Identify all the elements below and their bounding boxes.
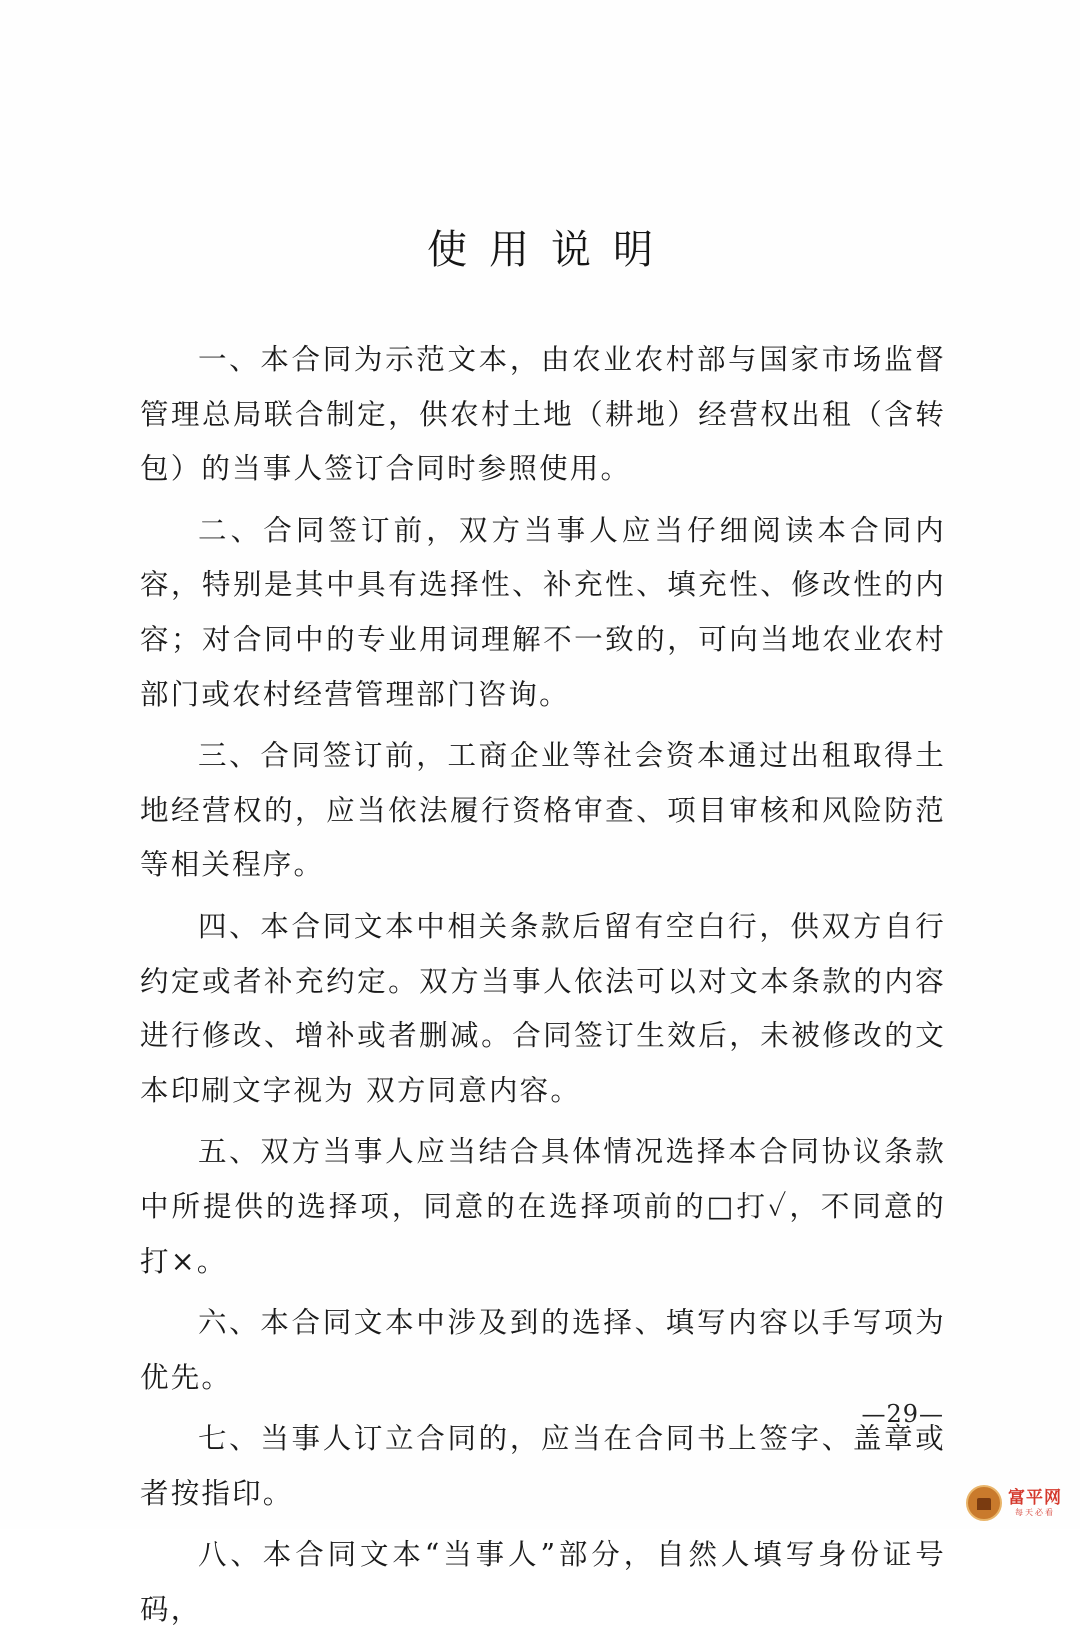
paragraph-3: 三、合同签订前，工商企业等社会资本通过出租取得土地经营权的，应当依法履行资格审查、项目审核和风险防范等相关程序。 bbox=[140, 739, 946, 882]
paragraph-1: 一、本合同为示范文本，由农业农村部与国家市场监督管理总局联合制定，供农村土地（耕地）经营权出租（含转包）的当事人签订合同时参照使用。 bbox=[140, 343, 946, 486]
tower-logo-icon bbox=[966, 1485, 1002, 1521]
page-title: 使用说明 bbox=[427, 227, 675, 273]
page-number: —29— bbox=[861, 1400, 944, 1428]
site-watermark bbox=[966, 1485, 1062, 1521]
watermark-subtitle: 每天必看 bbox=[1015, 1507, 1055, 1517]
watermark-name: 富平网 bbox=[1008, 1487, 1062, 1508]
paragraph-4: 四、本合同文本中相关条款后留有空白行，供双方自行约定或者补充约定。双方当事人依法可以对文本条款的内容进行修改、增补或者删减。合同签订生效后，未被修改的文本印刷文字视为 双方同意内容。 bbox=[140, 909, 946, 1107]
paragraph-8: 八、本合同文本“当事人”部分，自然人填写身份证号码， bbox=[140, 1538, 946, 1627]
instructions-body bbox=[140, 333, 946, 1645]
paragraph-6: 六、本合同文本中涉及到的选择、填写内容以手写项为优先。 bbox=[140, 1306, 946, 1394]
paragraph-5: 五、双方当事人应当结合具体情况选择本合同协议条款中所提供的选择项，同意的在选择项前的□打✓，不同意的打×。 bbox=[140, 1135, 946, 1278]
paragraph-7: 七、当事人订立合同的，应当在合同书上签字、盖章或者按指印。 bbox=[140, 1422, 946, 1510]
paragraph-2: 二、合同签订前，双方当事人应当仔细阅读本合同内容，特别是其中具有选择性、补充性、填充性、修改性的内容；对合同中的专业用词理解不一致的，可向当地农业农村部门或农村经营管理部门咨询。 bbox=[140, 513, 946, 711]
